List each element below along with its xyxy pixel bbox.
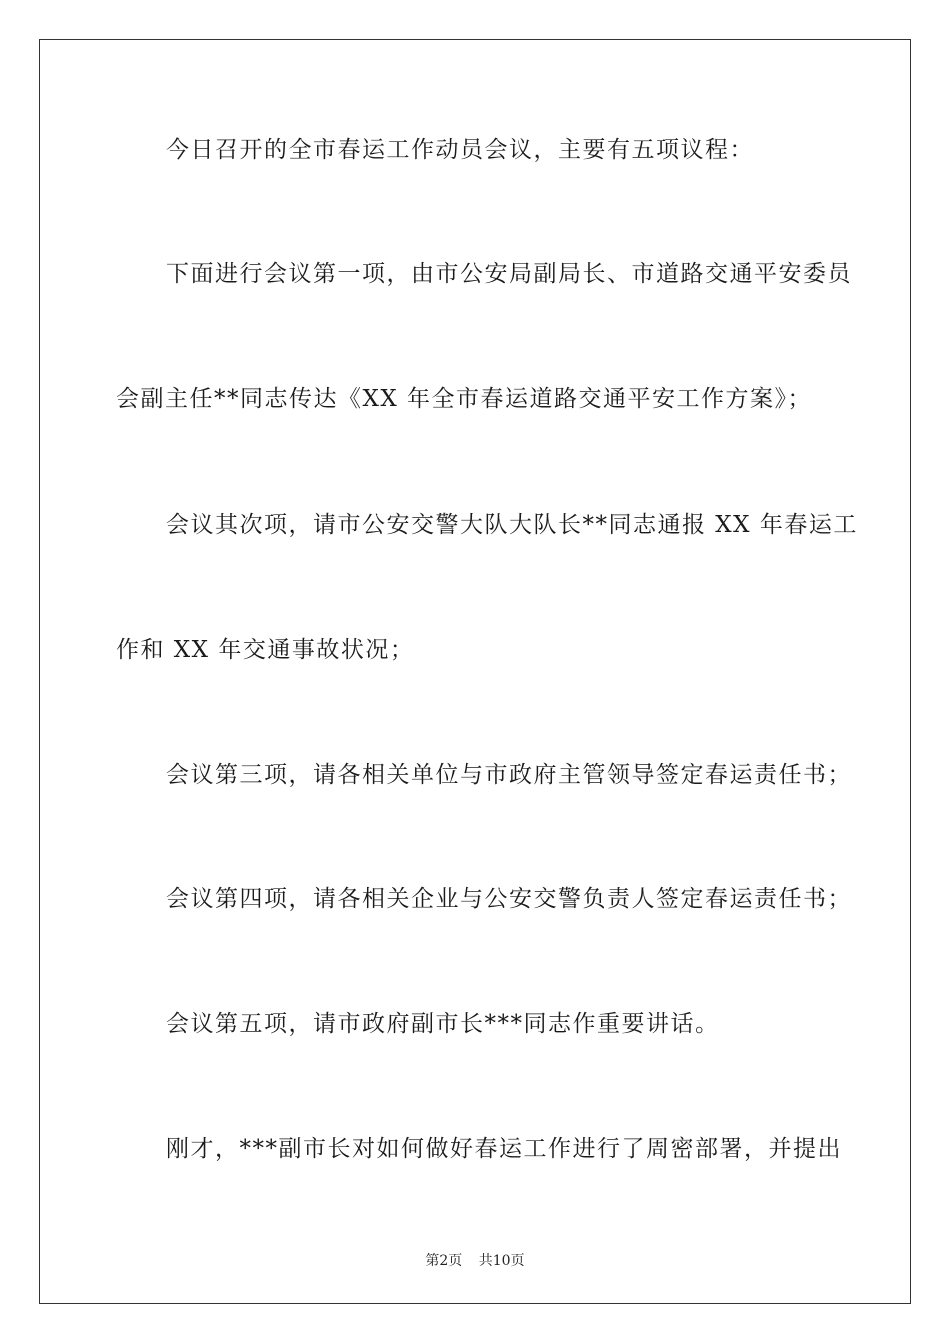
paragraph-line: 会议其次项，请市公安交警大队大队长**同志通报 XX 年春运工 bbox=[166, 512, 858, 538]
paragraph-line: 会议第五项，请市政府副市长***同志作重要讲话。 bbox=[166, 1011, 720, 1037]
page-total: 共10页 bbox=[478, 1253, 525, 1269]
paragraph-line: 刚才，***副市长对如何做好春运工作进行了周密部署，并提出 bbox=[166, 1136, 842, 1162]
paragraph-line: 今日召开的全市春运工作动员会议，主要有五项议程： bbox=[166, 137, 754, 163]
paragraph-line: 下面进行会议第一项，由市公安局副局长、市道路交通平安委员 bbox=[166, 261, 852, 287]
paragraph-line: 会议第三项，请各相关单位与市政府主管领导签定春运责任书； bbox=[166, 762, 852, 788]
page-border bbox=[39, 39, 911, 1304]
page-footer bbox=[0, 1250, 950, 1270]
paragraph-line: 会议第四项，请各相关企业与公安交警负责人签定春运责任书； bbox=[166, 886, 852, 912]
paragraph-line: 会副主任**同志传达《XX 年全市春运道路交通平安工作方案》； bbox=[116, 386, 813, 412]
page-number: 第2页 bbox=[425, 1253, 463, 1269]
paragraph-line: 作和 XX 年交通事故状况； bbox=[116, 637, 415, 663]
